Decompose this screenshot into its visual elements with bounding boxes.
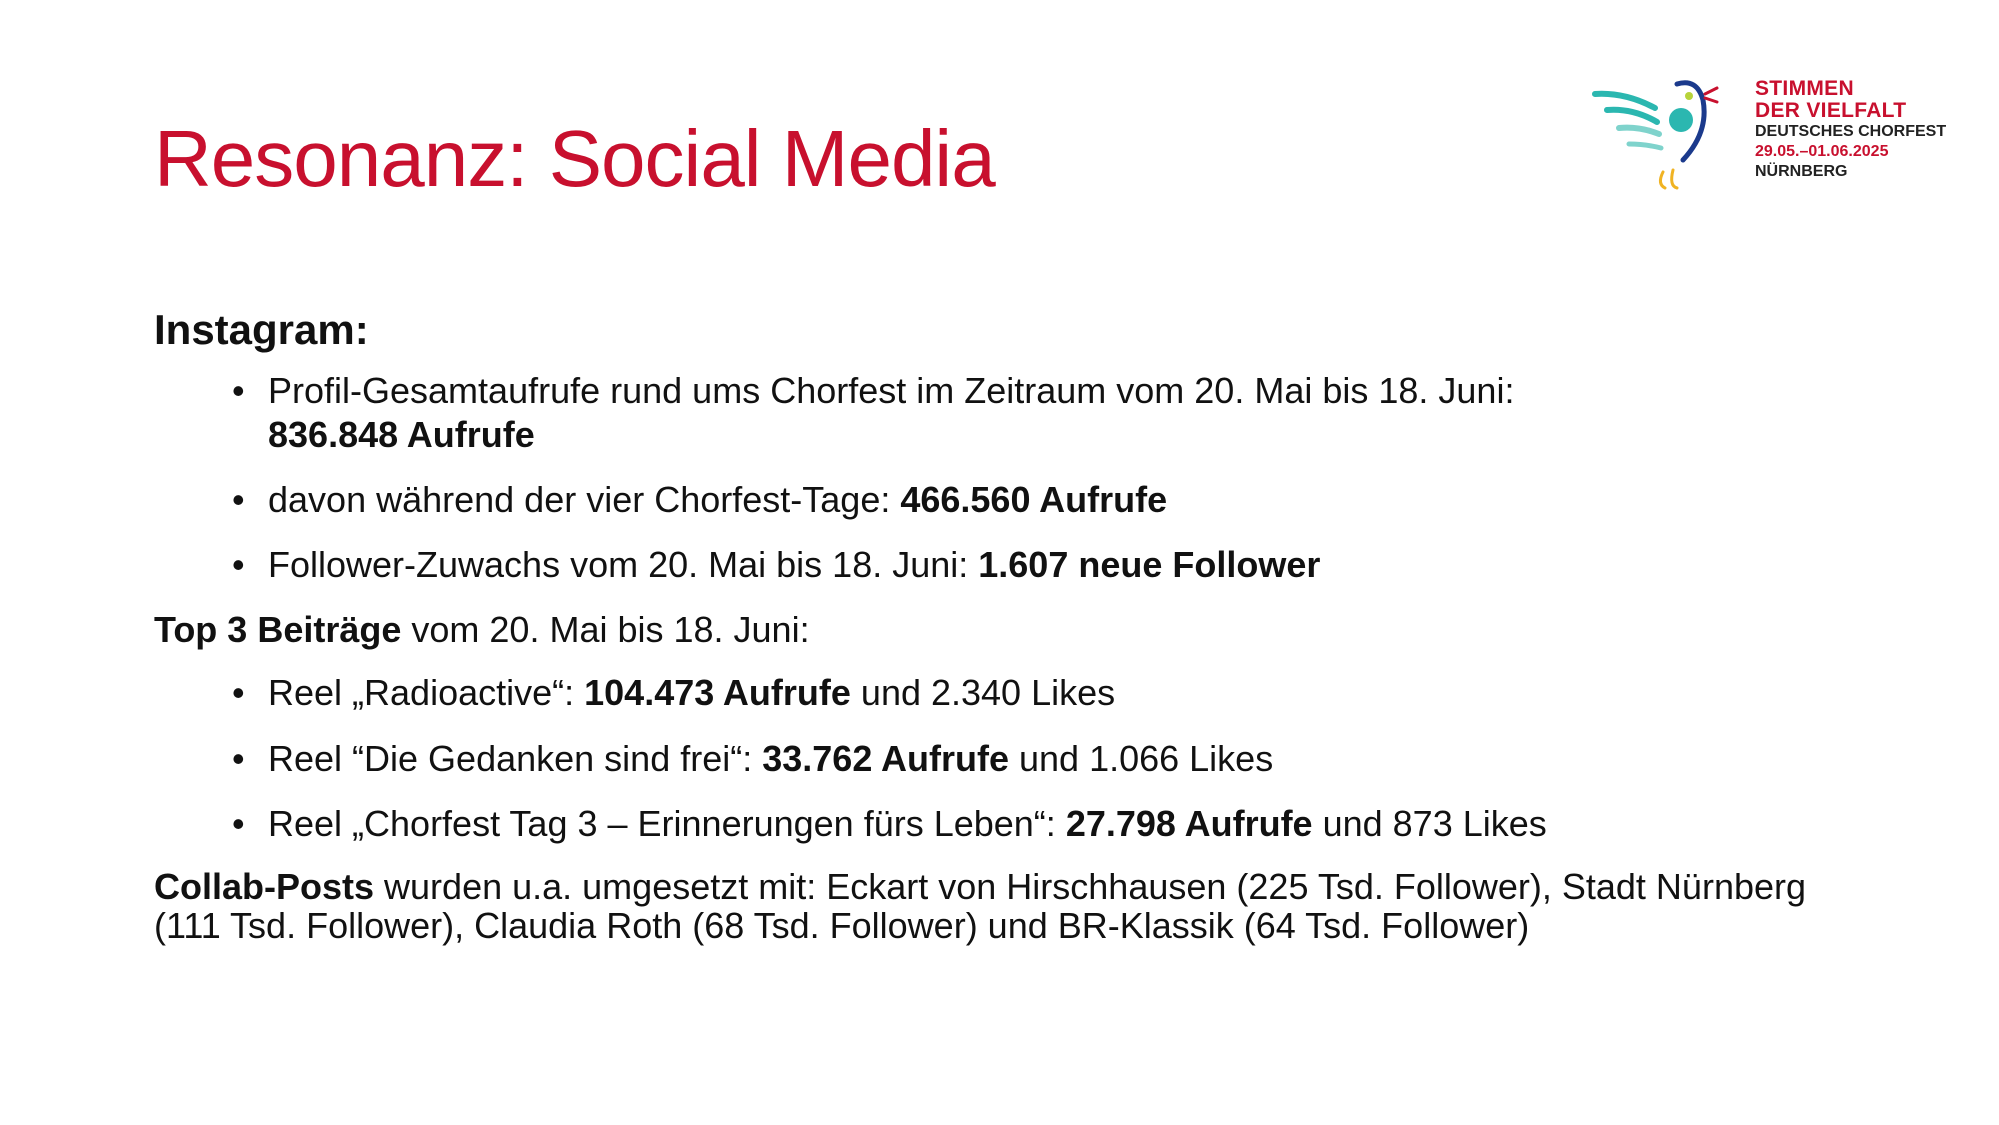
festival-logo [1585,72,1955,202]
collab-rest: wurden u.a. umgesetzt mit: Eckart von Hirschhausen (225 Tsd. Follower), Stadt Nürnberg (111 Tsd. Follower), Claudia Roth (68 Tsd. Follower) und BR-Klassik (64 Tsd. Follower) [154,865,1807,947]
logo-line-stimmen: STIMMEN [1755,77,1854,100]
item-text: Reel “Die Gedanken sind frei“: [268,737,763,779]
logo-line-vielfalt: DER VIELFALT [1755,99,1907,122]
logo-line-city: NÜRNBERG [1755,163,1848,180]
page-title: Resonanz: Social Media [154,114,995,203]
item-text: Reel „Chorfest Tag 3 – Erinnerungen fürs Leben“: [268,802,1066,844]
list-item [268,369,1874,455]
logo-line-chorfest: DEUTSCHES CHORFEST [1755,123,1947,140]
item-value: 1.607 neue Follower [978,543,1321,585]
item-text: Follower-Zuwachs vom 20. Mai bis 18. Juni: [268,543,979,585]
top3-list [154,671,1874,845]
item-after: und 2.340 Likes [850,672,1116,714]
item-after: und 1.066 Likes [1009,737,1274,779]
item-text: Profil-Gesamtaufrufe rund ums Chorfest im Zeitraum vom 20. Mai bis 18. Juni: [268,370,1515,412]
item-value: 836.848 Aufrufe [268,413,535,455]
item-text: Reel „Radioactive“: [268,672,585,714]
instagram-list [154,369,1874,586]
top3-heading-rest: vom 20. Mai bis 18. Juni: [401,609,810,651]
item-after: und 873 Likes [1312,802,1547,844]
logo-text [1755,78,1946,182]
slide-content [154,305,1874,966]
instagram-heading: Instagram: [154,306,369,353]
list-item [268,737,1874,780]
item-value: 104.473 Aufrufe [584,672,851,714]
dove-bird-icon [1585,72,1735,202]
list-item [268,478,1874,521]
item-value: 466.560 Aufrufe [900,478,1168,520]
collab-paragraph [154,867,1874,946]
list-item [268,543,1874,586]
collab-bold: Collab-Posts [154,865,375,907]
list-item [268,671,1874,714]
list-item [268,802,1874,845]
top3-heading-bold: Top 3 Beiträge [154,609,402,651]
top3-heading [154,608,1874,651]
logo-line-date: 29.05.–01.06.2025 [1755,143,1889,160]
item-value: 33.762 Aufrufe [762,737,1009,779]
item-value: 27.798 Aufrufe [1065,802,1313,844]
item-text: davon während der vier Chorfest-Tage: [268,478,901,520]
